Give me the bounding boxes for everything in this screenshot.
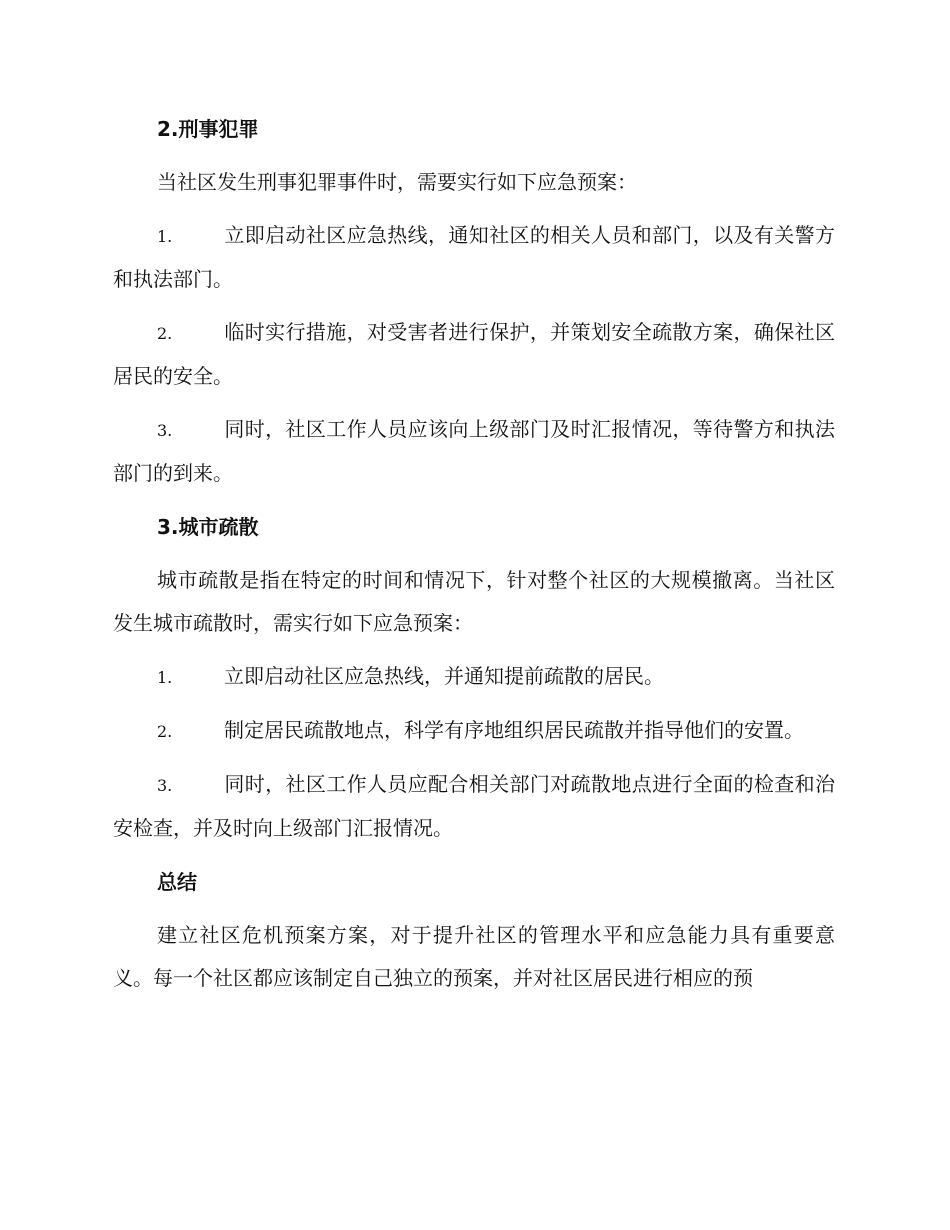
list-item-number: 3.: [157, 421, 173, 440]
summary-paragraph: 建立社区危机预案方案，对于提升社区的管理水平和应急能力具有重要意义。每一个社区都应该制定自己独立的预案，并对社区居民进行相应的预: [113, 923, 835, 990]
list-item-text: 制定居民疏散地点，科学有序地组织居民疏散并指导他们的安置。: [224, 718, 804, 742]
list-item: [113, 311, 835, 398]
list-item: [113, 655, 835, 699]
list-item: [113, 763, 835, 850]
document-body: [113, 107, 835, 1010]
list-item-number: 3.: [157, 776, 173, 795]
section-heading-summary: 总结: [157, 870, 197, 894]
list-item-number: 1.: [157, 227, 173, 246]
list-item-text: 立即启动社区应急热线，通知社区的相关人员和部门，以及有关警方和执法部门。: [113, 223, 835, 291]
list-item-number: 2.: [157, 722, 173, 741]
list-item: [113, 408, 835, 495]
list-item: [113, 709, 835, 753]
list-item-text: 临时实行措施，对受害者进行保护，并策划安全疏散方案，确保社区居民的安全。: [113, 320, 835, 388]
section-heading-evacuation: 3.城市疏散: [157, 515, 259, 539]
list-item-number: 1.: [157, 668, 173, 687]
section-intro-evacuation: 城市疏散是指在特定的时间和情况下，针对整个社区的大规模撤离。当社区发生城市疏散时，需实行如下应急预案：: [113, 568, 835, 635]
section-intro-criminal: 当社区发生刑事犯罪事件时，需要实行如下应急预案：: [157, 170, 637, 194]
section-heading-criminal: 2.刑事犯罪: [157, 117, 259, 141]
list-item-number: 2.: [157, 324, 173, 343]
list-item-text: 立即启动社区应急热线，并通知提前疏散的居民。: [224, 664, 664, 688]
list-item: [113, 214, 835, 301]
list-item-text: 同时，社区工作人员应配合相关部门对疏散地点进行全面的检查和治安检查，并及时向上级部门汇报情况。: [113, 772, 835, 840]
list-item-text: 同时，社区工作人员应该向上级部门及时汇报情况，等待警方和执法部门的到来。: [113, 417, 835, 485]
